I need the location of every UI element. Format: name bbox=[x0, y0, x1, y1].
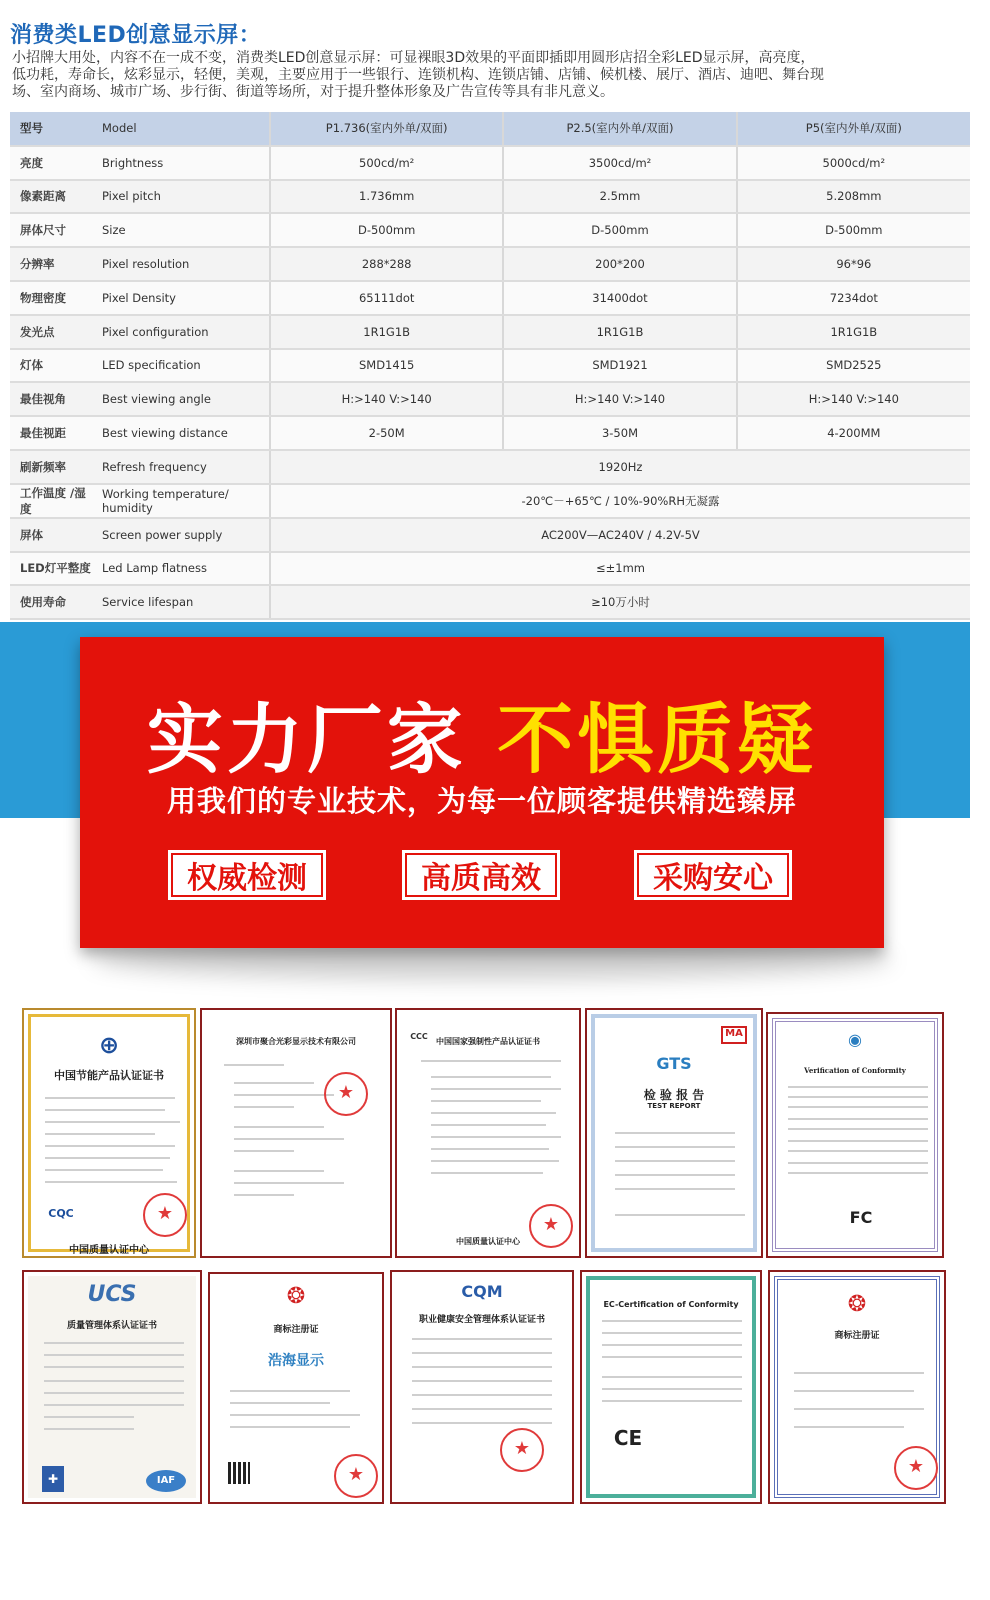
table-cell: 5.208mm bbox=[737, 180, 970, 214]
certificate-test-report bbox=[585, 1008, 763, 1258]
row-label-zh: 像素距离 bbox=[10, 180, 92, 214]
table-cell: 65111dot bbox=[270, 281, 503, 315]
row-label-zh: 屏体尺寸 bbox=[10, 213, 92, 247]
row-label-en: Working temperature/ humidity bbox=[92, 484, 270, 518]
table-cell: H:>140 V:>140 bbox=[503, 382, 736, 416]
table-cell: 1R1G1B bbox=[503, 315, 736, 349]
badge-high-quality bbox=[402, 850, 560, 900]
spec-table bbox=[10, 112, 970, 620]
table-cell: 2-50M bbox=[270, 416, 503, 450]
row-label-zh: 分辨率 bbox=[10, 247, 92, 281]
table-row bbox=[10, 146, 970, 180]
cert-logo: CQC bbox=[48, 1207, 74, 1220]
table-cell: 31400dot bbox=[503, 281, 736, 315]
seal-stamp-icon bbox=[143, 1193, 187, 1237]
intro-description bbox=[12, 50, 972, 101]
table-cell: SMD2525 bbox=[737, 349, 970, 383]
row-label-zh: 物理密度 bbox=[10, 281, 92, 315]
banner-headline bbox=[80, 679, 884, 788]
table-row bbox=[10, 552, 970, 586]
table-cell: 2.5mm bbox=[503, 180, 736, 214]
table-row bbox=[10, 315, 970, 349]
row-label-zh: 最佳视距 bbox=[10, 416, 92, 450]
row-label-zh: 最佳视角 bbox=[10, 382, 92, 416]
seal-stamp-icon bbox=[334, 1454, 378, 1498]
cert-logo-icon: ⊕ bbox=[98, 1031, 120, 1059]
header-model-2: P2.5(室内外单/双面) bbox=[503, 112, 736, 146]
cert-footer: 中国质量认证中心 bbox=[456, 1237, 520, 1246]
table-cell: 7234dot bbox=[737, 281, 970, 315]
badge-safe-purchase bbox=[634, 850, 792, 900]
certificate-cqm bbox=[390, 1270, 574, 1504]
table-cell: 3-50M bbox=[503, 416, 736, 450]
row-label-zh: 屏体 bbox=[10, 518, 92, 552]
row-label-zh: 亮度 bbox=[10, 146, 92, 180]
cert-title: 商标注册证 bbox=[273, 1325, 319, 1335]
row-label-en: Size bbox=[92, 213, 270, 247]
row-label-en: Best viewing distance bbox=[92, 416, 270, 450]
intro-line: 小招牌大用处，内容不在一成不变，消费类LED创意显示屏：可显裸眼3D效果的平面即插即用圆形店招全彩LED显示屏，高亮度， bbox=[12, 50, 815, 66]
cert-logo: 浩海显示 bbox=[268, 1353, 324, 1369]
cert-footer: 中国质量认证中心 bbox=[69, 1245, 149, 1256]
seal-stamp-icon bbox=[324, 1072, 368, 1116]
table-row bbox=[10, 213, 970, 247]
emblem-icon: ❂ bbox=[847, 1292, 867, 1317]
table-cell-span: ≤±1mm bbox=[270, 552, 970, 586]
cert-title: 质量管理体系认证证书 bbox=[66, 1321, 157, 1331]
cert-title: EC-Certification of Conformity bbox=[603, 1300, 739, 1309]
header-model-3: P5(室内外单/双面) bbox=[737, 112, 970, 146]
ma-mark-icon: MA bbox=[721, 1026, 747, 1044]
table-row bbox=[10, 518, 970, 552]
certificate-company-letter bbox=[200, 1008, 392, 1258]
table-cell-span: AC200V—AC240V / 4.2V-5V bbox=[270, 518, 970, 552]
row-label-en: Screen power supply bbox=[92, 518, 270, 552]
badge-authority-test bbox=[168, 850, 326, 900]
cert-logo: CCC bbox=[410, 1032, 428, 1041]
header-en: Model bbox=[92, 112, 270, 146]
table-cell-span: -20℃－+65℃ / 10%-90%RH无凝露 bbox=[270, 484, 970, 518]
cert-title: 中国节能产品认证证书 bbox=[54, 1069, 164, 1082]
cert-logo: UCS bbox=[87, 1282, 137, 1307]
certificate-trademark-1 bbox=[208, 1272, 384, 1504]
row-label-zh: 使用寿命 bbox=[10, 585, 92, 619]
certificate-ec bbox=[580, 1270, 762, 1504]
row-label-zh: LED灯平整度 bbox=[10, 552, 92, 586]
row-label-en: Best viewing angle bbox=[92, 382, 270, 416]
row-label-en: Service lifespan bbox=[92, 585, 270, 619]
row-label-zh: 工作温度 /湿度 bbox=[10, 484, 92, 518]
table-cell: D-500mm bbox=[737, 213, 970, 247]
cert-logo: FC bbox=[849, 1208, 873, 1227]
table-row bbox=[10, 416, 970, 450]
table-cell: H:>140 V:>140 bbox=[737, 382, 970, 416]
headline-yellow: 不惧质疑 bbox=[497, 695, 818, 784]
table-cell: 1R1G1B bbox=[737, 315, 970, 349]
row-label-zh: 发光点 bbox=[10, 315, 92, 349]
table-row bbox=[10, 281, 970, 315]
intro-section bbox=[0, 0, 990, 110]
cert-title: 深圳市聚合光彩显示技术有限公司 bbox=[236, 1037, 356, 1046]
table-cell-span: 1920Hz bbox=[270, 450, 970, 484]
table-cell: 4-200MM bbox=[737, 416, 970, 450]
row-label-en: Pixel resolution bbox=[92, 247, 270, 281]
accreditation-icon: ✚ bbox=[42, 1466, 64, 1492]
table-cell: SMD1415 bbox=[270, 349, 503, 383]
table-row bbox=[10, 484, 970, 518]
intro-line: 场、室内商场、城市广场、步行街、街道等场所，对于提升整体形象及广告宣传等具有非凡意义。 bbox=[12, 84, 614, 100]
certificate-energy-saving bbox=[22, 1008, 196, 1258]
table-cell: 500cd/m² bbox=[270, 146, 503, 180]
cert-title: 商标注册证 bbox=[834, 1331, 880, 1341]
row-label-en: Pixel pitch bbox=[92, 180, 270, 214]
table-cell: 3500cd/m² bbox=[503, 146, 736, 180]
cert-title: 职业健康安全管理体系认证证书 bbox=[418, 1315, 545, 1325]
cert-footer: IAF bbox=[146, 1470, 186, 1492]
row-label-en: Pixel Density bbox=[92, 281, 270, 315]
cert-logo: CQM bbox=[461, 1282, 503, 1301]
certificate-fcc bbox=[766, 1012, 944, 1258]
row-label-en: Brightness bbox=[92, 146, 270, 180]
headline-white: 实力厂家 bbox=[146, 695, 467, 784]
row-label-en: Led Lamp flatness bbox=[92, 552, 270, 586]
table-row bbox=[10, 247, 970, 281]
row-label-zh: 灯体 bbox=[10, 349, 92, 383]
qr-code-icon bbox=[228, 1462, 250, 1484]
cert-logo: CE bbox=[613, 1426, 643, 1450]
intro-line: 低功耗，寿命长，炫彩显示，轻便，美观，主要应用于一些银行、连锁机构、连锁店铺、店铺、候机楼、展厅、酒店、迪吧、舞台现 bbox=[12, 67, 824, 83]
table-row bbox=[10, 585, 970, 619]
table-cell: 1.736mm bbox=[270, 180, 503, 214]
table-row bbox=[10, 382, 970, 416]
globe-icon: ◉ bbox=[848, 1030, 862, 1049]
row-label-en: Pixel configuration bbox=[92, 315, 270, 349]
seal-stamp-icon bbox=[894, 1446, 938, 1490]
row-label-zh: 刷新频率 bbox=[10, 450, 92, 484]
certificate-trademark-2 bbox=[768, 1270, 946, 1504]
table-cell: D-500mm bbox=[503, 213, 736, 247]
table-cell: 5000cd/m² bbox=[737, 146, 970, 180]
table-cell: SMD1921 bbox=[503, 349, 736, 383]
intro-title: 消费类LED创意显示屏： bbox=[10, 23, 262, 48]
table-cell: D-500mm bbox=[270, 213, 503, 247]
badge-label: 高质高效 bbox=[405, 853, 557, 897]
promo-banner bbox=[80, 637, 884, 948]
table-row bbox=[10, 349, 970, 383]
table-cell: 200*200 bbox=[503, 247, 736, 281]
table-row bbox=[10, 450, 970, 484]
cert-footer: TEST REPORT bbox=[647, 1102, 701, 1110]
header-model-1: P1.736(室内外单/双面) bbox=[270, 112, 503, 146]
row-label-en: Refresh frequency bbox=[92, 450, 270, 484]
banner-subline: 用我们的专业技术，为每一位顾客提供精选臻屏 bbox=[166, 784, 797, 818]
table-cell: 288*288 bbox=[270, 247, 503, 281]
cert-title: Verification of Conformity bbox=[804, 1066, 906, 1075]
table-header-row bbox=[10, 112, 970, 146]
cert-title: 中国国家强制性产品认证证书 bbox=[436, 1037, 540, 1046]
badge-label: 权威检测 bbox=[171, 853, 323, 897]
certificate-ccc bbox=[395, 1008, 581, 1258]
header-zh: 型号 bbox=[10, 112, 92, 146]
badge-label: 采购安心 bbox=[637, 853, 789, 897]
table-cell: 96*96 bbox=[737, 247, 970, 281]
table-row bbox=[10, 180, 970, 214]
certificate-ucs bbox=[22, 1270, 202, 1504]
cert-title: 检 验 报 告 bbox=[643, 1088, 705, 1102]
table-cell: 1R1G1B bbox=[270, 315, 503, 349]
table-cell: H:>140 V:>140 bbox=[270, 382, 503, 416]
cert-logo: GTS bbox=[656, 1054, 692, 1073]
emblem-icon: ❂ bbox=[286, 1284, 306, 1309]
seal-stamp-icon bbox=[500, 1428, 544, 1472]
table-cell-span: ≥10万小时 bbox=[270, 585, 970, 619]
row-label-en: LED specification bbox=[92, 349, 270, 383]
